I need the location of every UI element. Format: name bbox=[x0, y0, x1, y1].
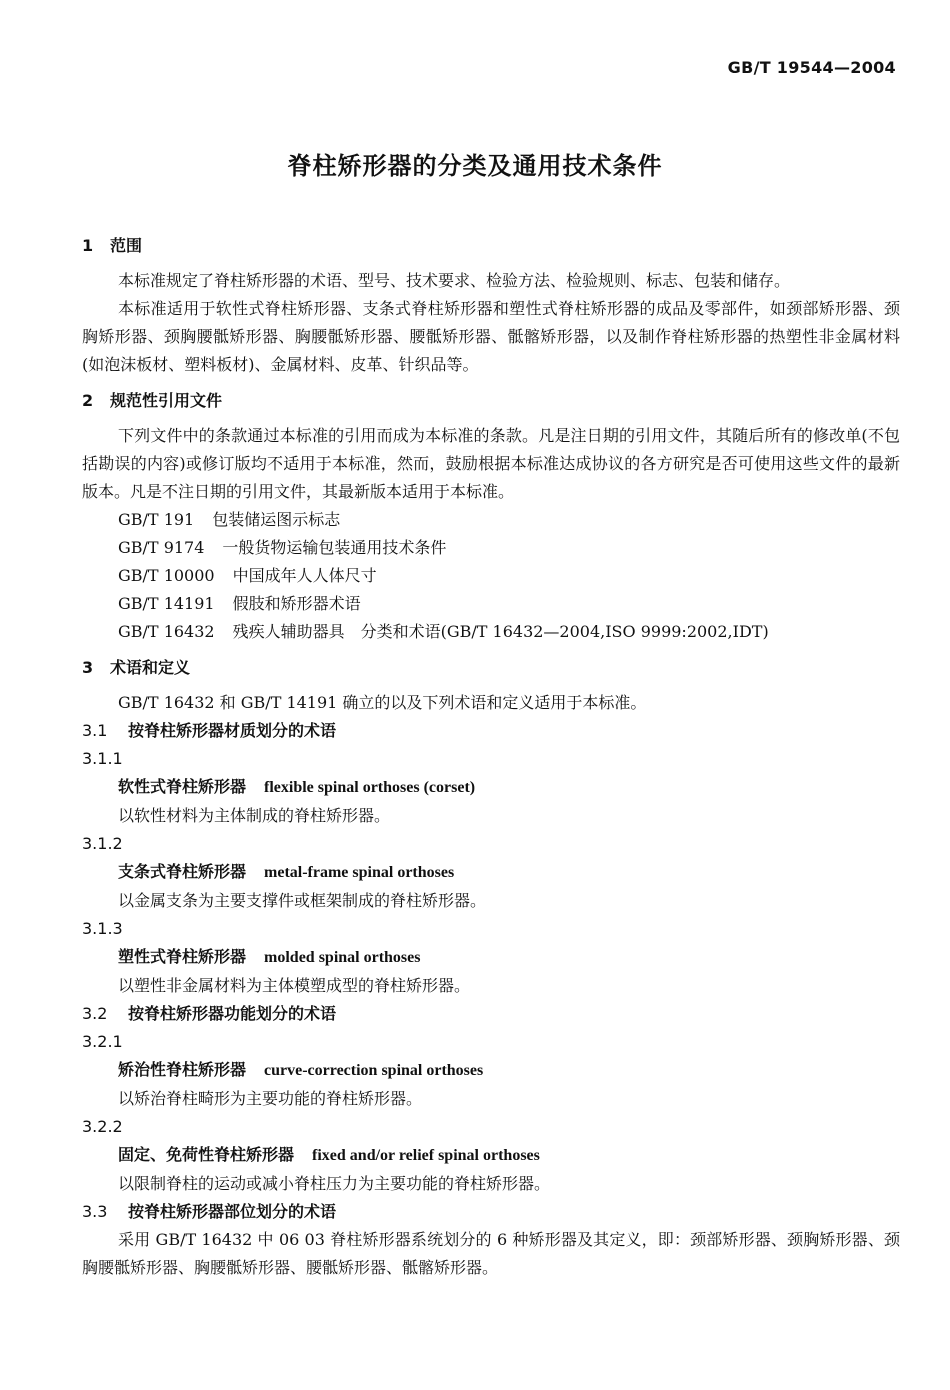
term-definition: 以矫治脊柱畸形为主要功能的脊柱矫形器。 bbox=[118, 1089, 423, 1108]
term-chinese: 支条式脊柱矫形器 bbox=[118, 862, 247, 881]
reference-name: 一般货物运输包装通用技术条件 bbox=[222, 538, 447, 557]
reference-code: GB/T 14191 bbox=[118, 594, 215, 613]
section-1-heading bbox=[82, 232, 900, 260]
section-title: 范围 bbox=[110, 236, 143, 255]
document-body bbox=[82, 232, 900, 1282]
subsection-number: 3.3 bbox=[82, 1202, 108, 1221]
term-definition: 以限制脊柱的运动或减小脊柱压力为主要功能的脊柱矫形器。 bbox=[118, 1174, 551, 1193]
section-number: 2 bbox=[82, 391, 94, 410]
term-chinese: 软性式脊柱矫形器 bbox=[118, 777, 247, 796]
section-number: 3 bbox=[82, 658, 94, 677]
subsection-3-3-heading bbox=[82, 1198, 900, 1226]
reference-name: 残疾人辅助器具 分类和术语(GB/T 16432—2004,ISO 9999:2002,IDT) bbox=[232, 622, 769, 641]
term-entry bbox=[82, 943, 900, 972]
paragraph: 采用 GB/T 16432 中 06 03 脊柱矫形器系统划分的 6 种矫形器及其定义，即：颈部矫形器、颈胸矫形器、颈胸腰骶矫形器、胸腰骶矫形器、腰骶矫形器、骶髂矫形器。 bbox=[82, 1230, 900, 1277]
subsection-title: 按脊柱矫形器部位划分的术语 bbox=[128, 1202, 337, 1221]
section-title: 术语和定义 bbox=[110, 658, 191, 677]
term-number: 3.1.1 bbox=[82, 749, 123, 768]
reference-item bbox=[82, 618, 900, 646]
term-definition: 以金属支条为主要支撑件或框架制成的脊柱矫形器。 bbox=[118, 891, 487, 910]
section-title: 规范性引用文件 bbox=[110, 391, 223, 410]
term-number: 3.1.3 bbox=[82, 919, 123, 938]
reference-item bbox=[82, 534, 900, 562]
term-number: 3.1.2 bbox=[82, 834, 123, 853]
term-number: 3.2.2 bbox=[82, 1117, 123, 1136]
term-english: fixed and/or relief spinal orthoses bbox=[312, 1147, 540, 1164]
term-english: flexible spinal orthoses (corset) bbox=[264, 779, 476, 796]
reference-item bbox=[82, 506, 900, 534]
reference-code: GB/T 191 bbox=[118, 510, 195, 529]
section-number: 1 bbox=[82, 236, 94, 255]
standard-code: GB/T 19544—2004 bbox=[727, 58, 896, 77]
paragraph: 下列文件中的条款通过本标准的引用而成为本标准的条款。凡是注日期的引用文件，其随后所有的修改单(不包括勘误的内容)或修订版均不适用于本标准，然而，鼓励根据本标准达成协议的各方研究是否可使用这些文件的最新版本。凡是不注日期的引用文件，其最新版本适用于本标准。 bbox=[82, 426, 900, 501]
term-entry bbox=[82, 858, 900, 887]
term-number: 3.2.1 bbox=[82, 1032, 123, 1051]
reference-code: GB/T 9174 bbox=[118, 538, 205, 557]
reference-name: 包装储运图示标志 bbox=[212, 510, 341, 529]
subsection-title: 按脊柱矫形器材质划分的术语 bbox=[128, 721, 337, 740]
term-chinese: 固定、免荷性脊柱矫形器 bbox=[118, 1145, 295, 1164]
term-definition: 以软性材料为主体制成的脊柱矫形器。 bbox=[118, 806, 391, 825]
subsection-title: 按脊柱矫形器功能划分的术语 bbox=[128, 1004, 337, 1023]
subsection-number: 3.1 bbox=[82, 721, 108, 740]
section-3-heading bbox=[82, 654, 900, 682]
subsection-3-1-heading bbox=[82, 717, 900, 745]
term-chinese: 塑性式脊柱矫形器 bbox=[118, 947, 247, 966]
paragraph: GB/T 16432 和 GB/T 14191 确立的以及下列术语和定义适用于本标准。 bbox=[118, 693, 647, 712]
term-english: molded spinal orthoses bbox=[264, 949, 421, 966]
reference-name: 假肢和矫形器术语 bbox=[232, 594, 361, 613]
term-english: metal-frame spinal orthoses bbox=[264, 864, 455, 881]
term-definition: 以塑性非金属材料为主体模塑成型的脊柱矫形器。 bbox=[118, 976, 471, 995]
section-2-heading bbox=[82, 387, 900, 415]
paragraph: 本标准适用于软性式脊柱矫形器、支条式脊柱矫形器和塑性式脊柱矫形器的成品及零部件，如颈部矫形器、颈胸矫形器、颈胸腰骶矫形器、胸腰骶矫形器、腰骶矫形器、骶髂矫形器，以及制作脊柱矫形器的热塑性非金属材料(如泡沫板材、塑料板材)、金属材料、皮革、针织品等。 bbox=[82, 299, 900, 374]
subsection-3-2-heading bbox=[82, 1000, 900, 1028]
term-entry bbox=[82, 773, 900, 802]
term-entry bbox=[82, 1141, 900, 1170]
reference-code: GB/T 16432 bbox=[118, 622, 215, 641]
term-chinese: 矫治性脊柱矫形器 bbox=[118, 1060, 247, 1079]
reference-item bbox=[82, 562, 900, 590]
term-english: curve-correction spinal orthoses bbox=[264, 1062, 484, 1079]
reference-code: GB/T 10000 bbox=[118, 566, 215, 585]
reference-item bbox=[82, 590, 900, 618]
reference-name: 中国成年人人体尺寸 bbox=[232, 566, 377, 585]
paragraph: 本标准规定了脊柱矫形器的术语、型号、技术要求、检验方法、检验规则、标志、包装和储存。 bbox=[118, 271, 791, 290]
subsection-number: 3.2 bbox=[82, 1004, 108, 1023]
term-entry bbox=[82, 1056, 900, 1085]
document-title: 脊柱矫形器的分类及通用技术条件 bbox=[287, 152, 663, 180]
